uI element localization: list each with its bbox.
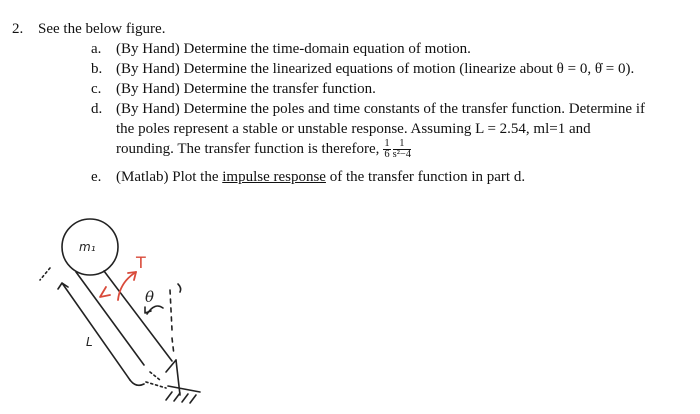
length-label: L: [86, 335, 93, 349]
item-d-line2: the poles represent a stable or unstable response. Assuming L = 2.54, ml=1 and: [116, 120, 591, 137]
item-text: (By Hand) Determine the linearized equations of motion (linearize about θ = 0, θ̇ = 0).: [116, 61, 635, 77]
item-label: c.: [91, 81, 102, 97]
frac1-num: 1: [384, 138, 390, 149]
question-number: 2.: [12, 21, 24, 37]
item-d-line1: (By Hand) Determine the poles and time constants of the transfer function. Determine if: [116, 101, 645, 117]
item-d-line3-text: rounding. The transfer function is therefore,: [116, 140, 380, 157]
pivot-dashes: [146, 372, 166, 388]
item-label: b.: [91, 61, 103, 77]
item-label: a.: [91, 41, 102, 57]
item-label: e.: [91, 169, 102, 185]
pendulum-rod: [104, 271, 172, 361]
dimension-tick-top: [40, 268, 50, 280]
ground-line: [168, 360, 200, 395]
item-label: d.: [91, 101, 103, 117]
torque-arrow-arc: [118, 272, 136, 300]
angle-tick: [178, 284, 181, 292]
frac1-den: 6: [384, 149, 390, 160]
item-text: (By Hand) Determine the time-domain equation of motion.: [116, 41, 471, 57]
torque-tail-arrow: [100, 287, 110, 297]
frac2-den: s²−4: [392, 149, 412, 160]
pivot-support: [166, 360, 176, 372]
dimension-tick-bottom: [130, 380, 144, 385]
frac2-num: 1: [393, 139, 411, 150]
vertical-reference-line: [170, 290, 174, 355]
question-intro: See the below figure.: [38, 21, 166, 37]
mass-label: m₁: [79, 240, 96, 254]
item-e-pre: (Matlab) Plot the: [116, 169, 223, 185]
theta-arc: [147, 306, 163, 314]
angle-label: θ: [145, 288, 155, 306]
impulse-response-link: impulse response: [222, 169, 326, 185]
ground-hatch: [166, 392, 196, 403]
torque-label: T: [136, 253, 146, 272]
item-text: (By Hand) Determine the transfer function.: [116, 81, 376, 97]
item-e-post: of the transfer function in part d.: [325, 169, 526, 185]
